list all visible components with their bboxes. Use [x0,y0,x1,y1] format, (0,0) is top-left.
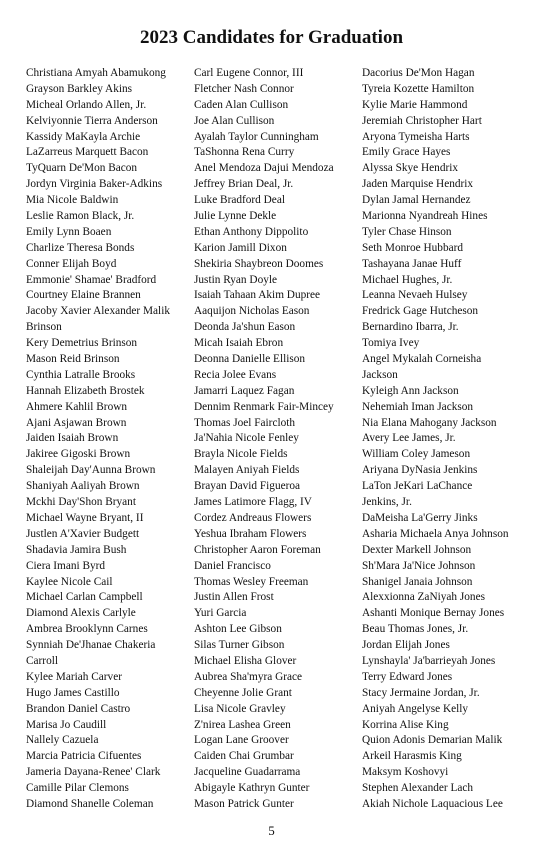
graduate-name: Thomas Joel Faircloth [194,416,296,429]
graduate-name: Ahmere Kahlil Brown [26,400,128,413]
graduate-name: Kylie Marie Hammond [362,98,468,111]
graduate-name: Jaden Marquise Hendrix [362,178,474,191]
graduate-name: DaMeisha La'Gerry Jinks [362,511,478,524]
graduate-name: Arkeil Harasmis King [362,750,462,763]
graduate-name: Anel Mendoza Dajui Mendoza [194,162,334,175]
graduate-name: Fletcher Nash Connor [194,82,294,95]
graduate-name: Jackson [362,368,398,381]
graduate-name: Dacorius De'Mon Hagan [362,67,475,79]
graduate-name: Hugo James Castillo [26,686,120,699]
graduate-name: Justlen A'Xavier Budgett [26,527,140,540]
graduate-name: Shaleijah Day'Aunna Brown [26,464,156,477]
graduate-name: Justin Ryan Doyle [194,273,278,286]
graduate-name: Daniel Francisco [194,559,271,572]
graduate-name: Mason Reid Brinson [26,353,120,366]
graduate-name: LaZarreus Marquett Bacon [26,146,149,159]
graduate-name: Silas Turner Gibson [194,639,285,652]
graduate-name: Z'nirea Lashea Green [194,718,291,731]
graduate-name: Stephen Alexander Lach [362,782,474,795]
graduate-name: Mia Nicole Baldwin [26,194,119,207]
graduate-name: Shekiria Shaybreon Doomes [194,257,324,270]
graduate-name: Ciera Imani Byrd [26,559,106,572]
graduate-name: Marcia Patricia Cifuentes [26,750,142,763]
graduate-name: Alyssa Skye Hendrix [362,162,459,175]
graduate-name: Courtney Elaine Brannen [26,289,141,302]
graduate-name: Caden Alan Cullison [194,98,289,111]
graduate-name: Brayla Nicole Fields [194,448,288,461]
graduate-name: LaTon JeKari LaChance [362,480,473,493]
graduate-name: Ariyana DyNasia Jenkins [362,464,478,477]
graduate-name: Akiah Nichole Laquacious Lee [362,797,503,810]
graduate-name: Michael Carlan Campbell [26,591,143,604]
graduate-name: Conner Elijah Boyd [26,257,117,270]
graduate-name: Camille Pilar Clemons [26,782,129,795]
graduate-name: Cordez Andreaus Flowers [194,511,312,524]
graduate-name: Nallely Cazuela [26,734,99,747]
graduate-name: Leanna Nevaeh Hulsey [362,289,468,302]
graduate-name: Dennim Renmark Fair-Mincey [194,400,334,413]
graduate-name: Terry Edward Jones [362,670,453,683]
page-number: 5 [268,823,275,838]
graduate-name: Isaiah Tahaan Akim Dupree [194,289,321,302]
graduate-name: Ashanti Monique Bernay Jones [362,607,505,620]
graduate-name: Yuri Garcia [194,607,247,620]
graduate-name: Shadavia Jamira Bush [26,543,127,556]
graduate-name: Cynthia Latralle Brooks [26,368,136,381]
graduate-name: Abigayle Kathryn Gunter [194,782,310,795]
graduate-name: Stacy Jermaine Jordan, Jr. [362,686,480,699]
graduate-name: Maksym Koshovyi [362,766,449,779]
graduate-name: Julie Lynne Dekle [194,210,277,223]
graduate-name: Lynshayla' Ja'barrieyah Jones [362,654,496,667]
graduate-name: Michael Wayne Bryant, II [26,511,144,524]
graduate-name: Christopher Aaron Foreman [194,543,321,556]
graduate-name: Emmonie' Shamae' Bradford [26,273,157,286]
graduate-name: Aniyah Angelyse Kelly [362,702,469,715]
graduate-name: Emily Lynn Boaen [26,225,112,238]
graduate-name: James Latimore Flagg, IV [194,496,312,509]
graduate-name: Tomiya Ivey [362,337,420,350]
graduate-name: Kelviyonnie Tierra Anderson [26,114,158,127]
graduate-name: Ajani Asjawan Brown [26,416,127,429]
graduate-name: Jakiree Gigoski Brown [26,448,131,461]
graduate-name: Korrina Alise King [362,718,449,731]
graduate-name: Bernardino Ibarra, Jr. [362,321,459,334]
graduate-name: Caiden Chai Grumbar [194,750,294,763]
graduate-name: Seth Monroe Hubbard [362,241,464,254]
graduate-name: Deonna Danielle Ellison [194,353,306,366]
graduate-name: Logan Lane Groover [194,734,289,747]
graduate-name: Synniah De'Jhanae Chakeria [26,639,156,652]
graduate-name: Jeffrey Brian Deal, Jr. [194,178,294,191]
graduate-name: Yeshua Ibraham Flowers [194,527,307,540]
graduate-name: Malayen Aniyah Fields [194,464,300,477]
graduate-name: Carl Eugene Connor, III [194,67,304,79]
graduate-name: Jacoby Xavier Alexander Malik [26,305,170,318]
graduate-name: Hannah Elizabeth Brostek [26,384,145,397]
graduate-name: Aryona Tymeisha Harts [362,130,470,143]
graduate-name: Deonda Ja'shun Eason [194,321,296,334]
graduate-name: Luke Bradford Deal [194,194,285,207]
graduate-name: Nehemiah Iman Jackson [362,400,474,413]
graduate-name: Avery Lee James, Jr. [362,432,456,445]
graduate-name: Jamarri Laquez Fagan [194,384,295,397]
graduate-name: Cheyenne Jolie Grant [194,686,292,699]
graduate-name: Nia Elana Mahogany Jackson [362,416,497,429]
graduate-name: Jaiden Isaiah Brown [26,432,119,445]
graduate-name: Ashton Lee Gibson [194,623,282,636]
graduate-name: Tyler Chase Hinson [362,225,452,238]
graduate-name: TyQuarn De'Mon Bacon [26,162,138,175]
graduate-name: Micheal Orlando Allen, Jr. [26,98,147,111]
graduate-name: Brayan David Figueroa [194,480,301,493]
graduate-name: Marionna Nyandreah Hines [362,210,488,223]
page-title: 2023 Candidates for Graduation [139,27,404,48]
graduate-name: Ambrea Brooklynn Carnes [26,623,148,636]
graduate-name: William Coley Jameson [362,448,471,461]
graduate-name: Ja'Nahia Nicole Fenley [194,432,299,445]
graduate-name: Michael Elisha Glover [194,654,297,667]
graduate-name: Mckhi Day'Shon Bryant [26,496,136,509]
graduate-name: Brinson [26,321,62,334]
graduate-name: Leslie Ramon Black, Jr. [26,210,135,223]
graduate-name: Justin Allen Frost [194,591,274,604]
graduate-name: Kery Demetrius Brinson [26,337,138,350]
graduate-name: Kyleigh Ann Jackson [362,384,459,397]
graduate-name: Kaylee Nicole Cail [26,575,113,588]
graduate-name: Kassidy MaKayla Archie [26,130,141,143]
graduate-name: Dexter Markell Johnson [362,543,472,556]
graduate-name: Tyreia Kozette Hamilton [362,82,475,95]
graduate-name: Kylee Mariah Carver [26,670,122,683]
names-column-1 [26,66,194,813]
graduate-name: Shaniyah Aaliyah Brown [26,480,140,493]
graduate-name: Angel Mykalah Corneisha [362,353,482,366]
graduate-name: Christiana Amyah Abamukong [26,67,166,79]
graduate-name: Jameria Dayana-Renee' Clark [26,766,161,779]
graduate-name: Lisa Nicole Gravley [194,702,286,715]
graduate-name: Alexxionna ZaNiyah Jones [362,591,485,604]
graduate-name: Emily Grace Hayes [362,146,451,159]
graduate-name: Ethan Anthony Dippolito [194,225,309,238]
graduate-name: Jeremiah Christopher Hart [362,114,482,127]
graduate-name: Brandon Daniel Castro [26,702,131,715]
graduate-name: Fredrick Gage Hutcheson [362,305,479,318]
graduate-name: Mason Patrick Gunter [194,797,294,810]
names-column-2 [194,66,362,813]
graduate-name: Aaquijon Nicholas Eason [194,305,310,318]
graduate-name: Thomas Wesley Freeman [194,575,309,588]
graduate-name: Tashayana Janae Huff [362,257,462,270]
graduate-name: Jenkins, Jr. [362,496,412,509]
graduate-name: Asharia Michaela Anya Johnson [362,527,509,540]
names-column-3 [362,66,530,813]
graduate-name: Sh'Mara Ja'Nice Johnson [362,559,476,572]
graduate-name: Jordan Elijah Jones [362,639,450,652]
graduate-name: Charlize Theresa Bonds [26,241,135,254]
graduate-name: Marisa Jo Caudill [26,718,107,731]
graduate-name: Ayalah Taylor Cunningham [194,130,319,143]
graduate-name: Aubrea Sha'myra Grace [194,670,303,683]
graduate-name: Carroll [26,654,58,667]
graduate-name: Jacqueline Guadarrama [194,766,301,779]
graduate-name: Quion Adonis Demarian Malik [362,734,503,747]
graduate-name: Shanigel Janaia Johnson [362,575,473,588]
graduate-name: Karion Jamill Dixon [194,241,287,254]
graduate-name: TaShonna Rena Curry [194,146,295,159]
graduate-name: Diamond Alexis Carlyle [26,607,136,620]
graduate-name: Beau Thomas Jones, Jr. [362,623,469,636]
graduate-name: Diamond Shanelle Coleman [26,797,154,810]
graduate-name: Dylan Jamal Hernandez [362,194,471,207]
graduate-name: Recia Jolee Evans [194,368,277,381]
graduate-name: Jordyn Virginia Baker-Adkins [26,178,163,191]
graduate-name: Micah Isaiah Ebron [194,337,284,350]
graduate-name: Grayson Barkley Akins [26,82,133,95]
graduate-name: Michael Hughes, Jr. [362,273,453,286]
graduate-name: Joe Alan Cullison [194,114,275,127]
